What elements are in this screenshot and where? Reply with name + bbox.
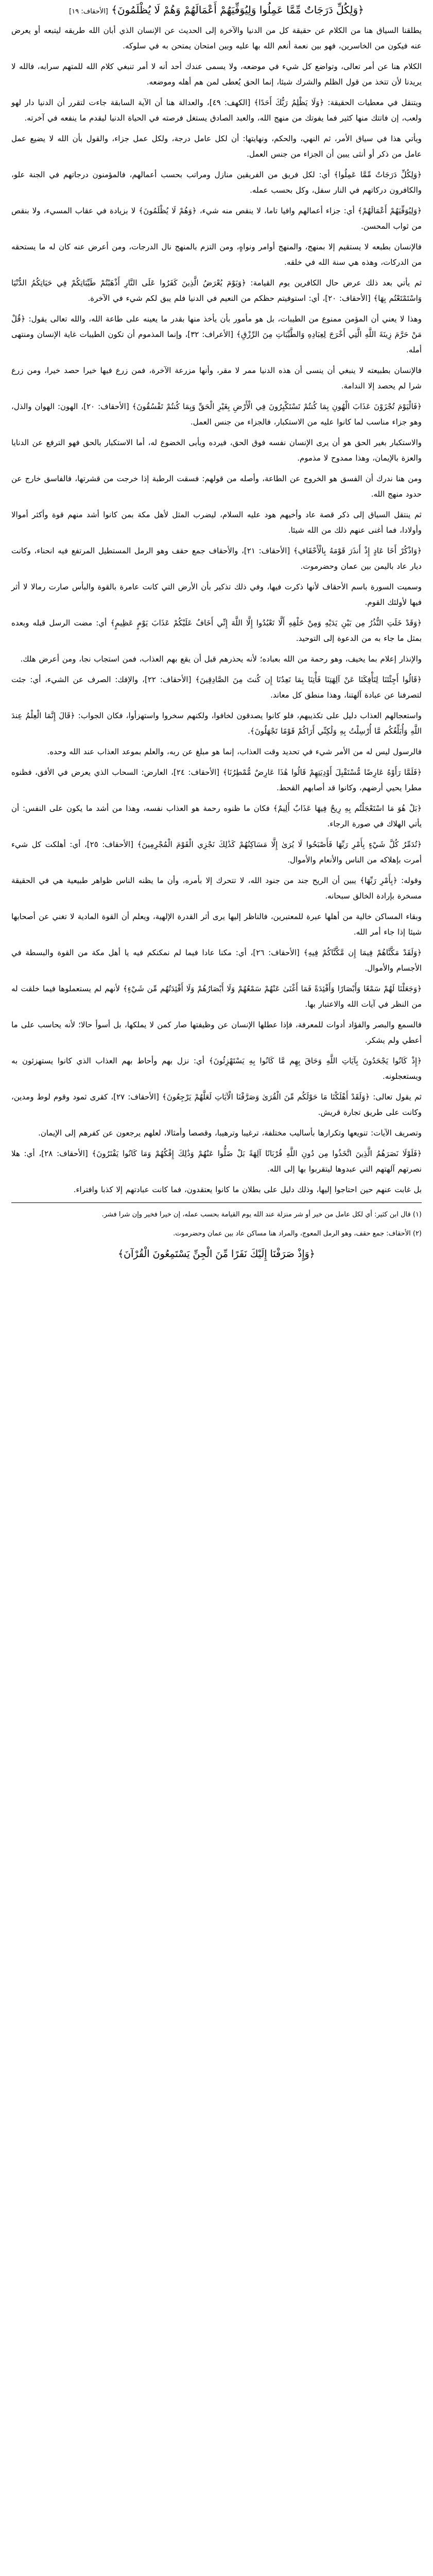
paragraph: فالسمع والبصر والفؤاد أدوات للمعرفة، فإذا عطلها الإنسان عن وظيفتها صار كمن لا يملكها، بل أسوأ حالا؛ لأنه يحاسب على ما أعطي ولم يشكر. — [11, 1020, 422, 1045]
paragraph: وسميت السورة باسم الأحقاف لأنها ذكرت فيها، وفي ذلك تذكير بأن الأرض التي كانت عامرة بالقوة والبأس صارت رمالا لا أثر فيها لأولئك القوم. — [11, 582, 422, 607]
paragraph: ﴿فَالْيَوْمَ تُجْزَوْنَ عَذَابَ الْهُونِ بِمَا كُنتُمْ تَسْتَكْبِرُونَ فِي الْأَرْضِ بِغَيْرِ الْحَقِّ وَبِمَا كُنتُمْ تَفْسُقُونَ﴾ [الأحقاف: ٢٠]، الهون: الهوان والذل، وهو جزاء مناسب لما كانوا عليه من الاستكبار، فالجزاء من جنس العمل. — [11, 402, 422, 427]
footnote: (٢) الأحقاف: جمع حقف، وهو الرمل المعوج، والمراد هنا مساكن عاد بين عمان وحضرموت. — [173, 1230, 422, 1238]
paragraph: ثم ينتقل السياق إلى ذكر قصة عاد وأخيهم هود عليه السلام، ليضرب المثل لأهل مكة بمن كانوا أشد منهم قوة وأكثر أموالا وأولادا، فما أغنى عنهم ذلك من الله شيئا. — [11, 510, 422, 535]
body-text — [11, 23, 422, 1197]
header-ayah — [11, 2, 422, 20]
footnote-divider — [11, 1202, 422, 1203]
paragraph: ﴿وَاذْكُرْ أَخَا عَادٍ إِذْ أَنذَرَ قَوْمَهُ بِالْأَحْقَافِ﴾ [الأحقاف: ٢١]، والأحقاف جمع حقف وهو الرمل المستطيل المرتفع فيه انحناء، وكانت ديار عاد باليمن بين عمان وحضرموت. — [11, 546, 422, 571]
paragraph: ﴿وَجَعَلْنَا لَهُمْ سَمْعًا وَأَبْصَارًا وَأَفْئِدَةً فَمَا أَغْنَىٰ عَنْهُمْ سَمْعُهُمْ وَلَا أَبْصَارُهُمْ وَلَا أَفْئِدَتُهُم مِّن شَيْءٍ﴾ لأنهم لم يستعملوها فيما خلقت له من النظر في آيات الله والاعتبار بها. — [11, 984, 422, 1009]
header-ayah-text: ﴿وَلِكُلِّ دَرَجَاتٌ مِّمَّا عَمِلُوا وَلِيُوَفِّيَهُمْ أَعْمَالَهُمْ وَهُمْ لَا يُظْلَمُونَ﴾ — [111, 4, 364, 16]
paragraph: والإنذار إعلام بما يخيف، وهو رحمة من الله بعباده؛ لأنه يحذرهم قبل أن يقع بهم العذاب، فمن استجاب نجا، ومن أعرض هلك. — [20, 654, 422, 664]
footer-ayah — [11, 1246, 422, 1262]
paragraph: ﴿وَلِيُوَفِّيَهُمْ أَعْمَالَهُمْ﴾ أي: جزاء أعمالهم وافيا تاما، لا ينقص منه شيء، ﴿وَهُمْ لَا يُظْلَمُونَ﴾ لا بزيادة في عقاب المسيء، ولا بنقص من ثواب المحسن. — [11, 206, 422, 231]
paragraph: ﴿وَقَدْ خَلَتِ النُّذُرُ مِن بَيْنِ يَدَيْهِ وَمِنْ خَلْفِهِ أَلَّا تَعْبُدُوا إِلَّا اللَّهَ إِنِّي أَخَافُ عَلَيْكُمْ عَذَابَ يَوْمٍ عَظِيمٍ﴾ أي: مضت الرسل قبله وبعده بمثل ما جاء به من الدعوة إلى التوحيد. — [11, 618, 422, 643]
paragraph: فالإنسان بطبيعته لا ينبغي أن ينسى أن هذه الدنيا ممر لا مقر، وأنها مزرعة الآخرة، فمن زرع فيها خيرا حصد خيرا، ومن زرع شرا لم يحصد إلا الندامة. — [11, 366, 422, 391]
paragraph: وقوله: ﴿بِأَمْرِ رَبِّهَا﴾ يبين أن الريح جند من جنود الله، لا تتحرك إلا بأمره، وأن ما يظنه الناس ظواهر طبيعية هي في الحقيقة مسخرة بإرادة الخالق سبحانه. — [11, 876, 422, 901]
paragraph: وتصريف الآيات: تنويعها وتكرارها بأساليب مختلفة، ترغيبا وترهيبا، وقصصا وأمثالا، لعلهم يرجعون عن كفرهم إلى الإيمان. — [38, 1128, 422, 1138]
paragraph: الكلام هنا عن أمر تعالى، وتواضع كل شيء في موضعه، ولا يسمى عندك أحد أنه لا أمر تنبغي كلام الله للمتهم سرابه، فالله لا يريدنا لأن تتخذ من قول الظلم والشرك شيئا، إنما الحق يُعطى لمن هم أهله وموضعه. — [11, 62, 422, 87]
paragraph: والاستكبار بغير الحق هو أن يرى الإنسان نفسه فوق الحق، فيرده ويأبى الخضوع له، أما الاستكبار بالحق فهو الترفع عن الدنايا والعزة بالإيمان، وهذا ممدوح لا مذموم. — [11, 438, 422, 463]
paragraph: واستعجالهم العذاب دليل على تكذيبهم، فلو كانوا يصدقون لخافوا، ولكنهم سخروا واستهزأوا، فكان الجواب: ﴿قَالَ إِنَّمَا الْعِلْمُ عِندَ اللَّهِ وَأُبَلِّغُكُم مَّا أُرْسِلْتُ بِهِ وَلَٰكِنِّي أَرَاكُمْ قَوْمًا تَجْهَلُونَ﴾. — [11, 711, 422, 736]
paragraph: وبقاء المساكن خالية من أهلها عبرة للمعتبرين، فالناظر إليها يرى أثر القدرة الإلهية، ويعلم أن القوة المادية لا تغني عن أصحابها شيئا إذا جاء أمر الله. — [11, 912, 422, 937]
paragraph: ﴿قَالُوا أَجِئْتَنَا لِتَأْفِكَنَا عَنْ آلِهَتِنَا فَأْتِنَا بِمَا تَعِدُنَا إِن كُنتَ مِنَ الصَّادِقِينَ﴾ [الأحقاف: ٢٢]، والإفك: الصرف عن الشيء، أي: جئت لتصرفنا عن عبادة آلهتنا، وهذا منطق كل معاند. — [11, 675, 422, 700]
paragraph: فالإنسان بطبعه لا يستقيم إلا بمنهج، والمنهج أوامر ونواهٍ، ومن التزم بالمنهج نال الدرجات، ومن أعرض عنه كان له ما يستحقه من الدركات، وهذه هي سنة الله في خلقه. — [11, 242, 422, 267]
footer-ayah-text: ﴿وَإِذْ صَرَفْنَا إِلَيْكَ نَفَرًا مِّنَ الْجِنِّ يَسْتَمِعُونَ الْقُرْآنَ﴾ — [118, 1248, 315, 1260]
paragraph: ﴿تُدَمِّرُ كُلَّ شَيْءٍ بِأَمْرِ رَبِّهَا فَأَصْبَحُوا لَا يُرَىٰ إِلَّا مَسَاكِنُهُمْ كَذَٰلِكَ نَجْزِي الْقَوْمَ الْمُجْرِمِينَ﴾ [الأحقاف: ٢٥]، أي: أهلكت كل شيء أمرت بإهلاكه من الناس والأنعام والأموال. — [11, 840, 422, 865]
paragraph: ﴿وَلِكُلِّ دَرَجَاتٌ مِّمَّا عَمِلُوا﴾ أي: لكل فريق من الفريقين منازل ومراتب بحسب أعمالهم، فالمؤمنون درجاتهم في الجنة علو، والكافرون دركاتهم في النار سفل، وكل بحسب عمله. — [11, 170, 422, 195]
paragraph: ﴿فَلَمَّا رَأَوْهُ عَارِضًا مُّسْتَقْبِلَ أَوْدِيَتِهِمْ قَالُوا هَٰذَا عَارِضٌ مُّمْطِرُنَا﴾ [الأحقاف: ٢٤]، العارض: السحاب الذي يعرض في الأفق، فظنوه مطرا يحيي أرضهم، وكانوا قد أصابهم القحط. — [11, 768, 422, 792]
paragraph: بل غابت عنهم حين احتاجوا إليها، وذلك دليل على بطلان ما كانوا يعتقدون، فما كانت عبادتهم إلا كذبا وافتراء. — [73, 1185, 422, 1194]
paragraph: ﴿بَلْ هُوَ مَا اسْتَعْجَلْتُم بِهِ رِيحٌ فِيهَا عَذَابٌ أَلِيمٌ﴾ فكان ما ظنوه رحمة هو العذاب نفسه، وهذا من أشد ما يكون على النفس: أن يأتي الهلاك في صورة الرجاء. — [11, 804, 422, 828]
paragraph: ومن هنا ندرك أن الفسق هو الخروج عن الطاعة، وأصله من قولهم: فسقت الرطبة إذا خرجت من قشرتها، فالفاسق خارج عن حدود منهج الله. — [11, 474, 422, 499]
paragraph: وهذا لا يعني أن المؤمن ممنوع من الطيبات، بل هو مأمور بأن يأخذ منها بقدر ما يعينه على طاعة الله، والله تعالى يقول: ﴿قُلْ مَنْ حَرَّمَ زِينَةَ اللَّهِ الَّتِي أَخْرَجَ لِعِبَادِهِ وَالطَّيِّبَاتِ مِنَ الرِّزْقِ﴾ [الأعراف: ٣٢]، وإنما المذموم أن تكون الطيبات غاية الإنسان ومنتهى أمله. — [11, 314, 422, 354]
paragraph: ثم يقول تعالى: ﴿وَلَقَدْ أَهْلَكْنَا مَا حَوْلَكُم مِّنَ الْقُرَىٰ وَصَرَّفْنَا الْآيَاتِ لَعَلَّهُمْ يَرْجِعُونَ﴾ [الأحقاف: ٢٧]، كقرى ثمود وقوم لوط ومدين، وكانت على طريق تجارة قريش. — [11, 1092, 422, 1117]
paragraph: ثم يأتي بعد ذلك عرض حال الكافرين يوم القيامة: ﴿وَيَوْمَ يُعْرَضُ الَّذِينَ كَفَرُوا عَلَى النَّارِ أَذْهَبْتُمْ طَيِّبَاتِكُمْ فِي حَيَاتِكُمُ الدُّنْيَا وَاسْتَمْتَعْتُم بِهَا﴾ [الأحقاف: ٢٠]، أي: استوفيتم حظكم من النعيم في الدنيا فلم يبق لكم شيء في الآخرة. — [11, 278, 422, 303]
paragraph: ﴿إِذْ كَانُوا يَجْحَدُونَ بِآيَاتِ اللَّهِ وَحَاقَ بِهِم مَّا كَانُوا بِهِ يَسْتَهْزِئُونَ﴾ أي: نزل بهم وأحاط بهم العذاب الذي كانوا يستهزئون به ويستعجلونه. — [11, 1056, 422, 1081]
paragraph: يطلقنا السياق هنا من الكلام عن حقيقة كل من الدنيا والآخرة إلى الحديث عن الإنسان الذي أبان الله طريقه ليتبعه أو يعرض عنه فيكون من الخاسرين، فهو بين نعمة أنعم الله بها عليه وبين امتحان يمتحن به في سلوكه. — [11, 26, 422, 50]
footnotes — [11, 1208, 422, 1240]
paragraph: ويتنقل في معطيات الحقيقة: ﴿وَلَا يَظْلِمُ رَبُّكَ أَحَدًا﴾ [الكهف: ٤٩]، والعدالة هنا أن الآية السابقة جاءت لتقرر أن الدنيا دار لهو ولعب، إن فاتتك منها كثير فما يفوتك من منهج الله، والعبد الصادق يستغل فرصته في الحياة الدنيا ليقدم ما ينفعه في آخرته. — [11, 98, 422, 123]
paragraph: ويأتي هذا في سياق الأمر، ثم النهي، والحكم، ونهايتها: أن لكل عامل درجة، ولكل عمل جزاء، والقول بأن الله لا يضيع عمل عامل من ذكر أو أنثى يبين أن الجزاء من جنس العمل. — [11, 134, 422, 159]
paragraph: ﴿فَلَوْلَا نَصَرَهُمُ الَّذِينَ اتَّخَذُوا مِن دُونِ اللَّهِ قُرْبَانًا آلِهَةً بَلْ ضَلُّوا عَنْهُمْ وَذَٰلِكَ إِفْكُهُمْ وَمَا كَانُوا يَفْتَرُونَ﴾ [الأحقاف: ٢٨]، أي: هلا نصرتهم آلهتهم التي عبدوها ليتقربوا بها إلى الله. — [11, 1149, 422, 1174]
paragraph: ﴿وَلَقَدْ مَكَّنَّاهُمْ فِيمَا إِن مَّكَّنَّاكُمْ فِيهِ﴾ [الأحقاف: ٢٦]، أي: مكنا عادا فيما لم نمكنكم فيه يا أهل مكة من القوة والبسطة في الأجسام والأموال. — [11, 948, 422, 973]
footnote: (١) قال ابن كثير: أي لكل عامل من خير أو شر منزلة عند الله يوم القيامة بحسب عمله، إن خيرا فخير وإن شرا فشر. — [101, 1211, 422, 1218]
paragraph: فالرسول ليس له من الأمر شيء في تحديد وقت العذاب، إنما هو مبلغ عن ربه، والعلم بموعد العذاب عند الله وحده. — [47, 747, 422, 756]
header-ayah-reference: [الأحقاف: ١٩] — [69, 8, 108, 15]
